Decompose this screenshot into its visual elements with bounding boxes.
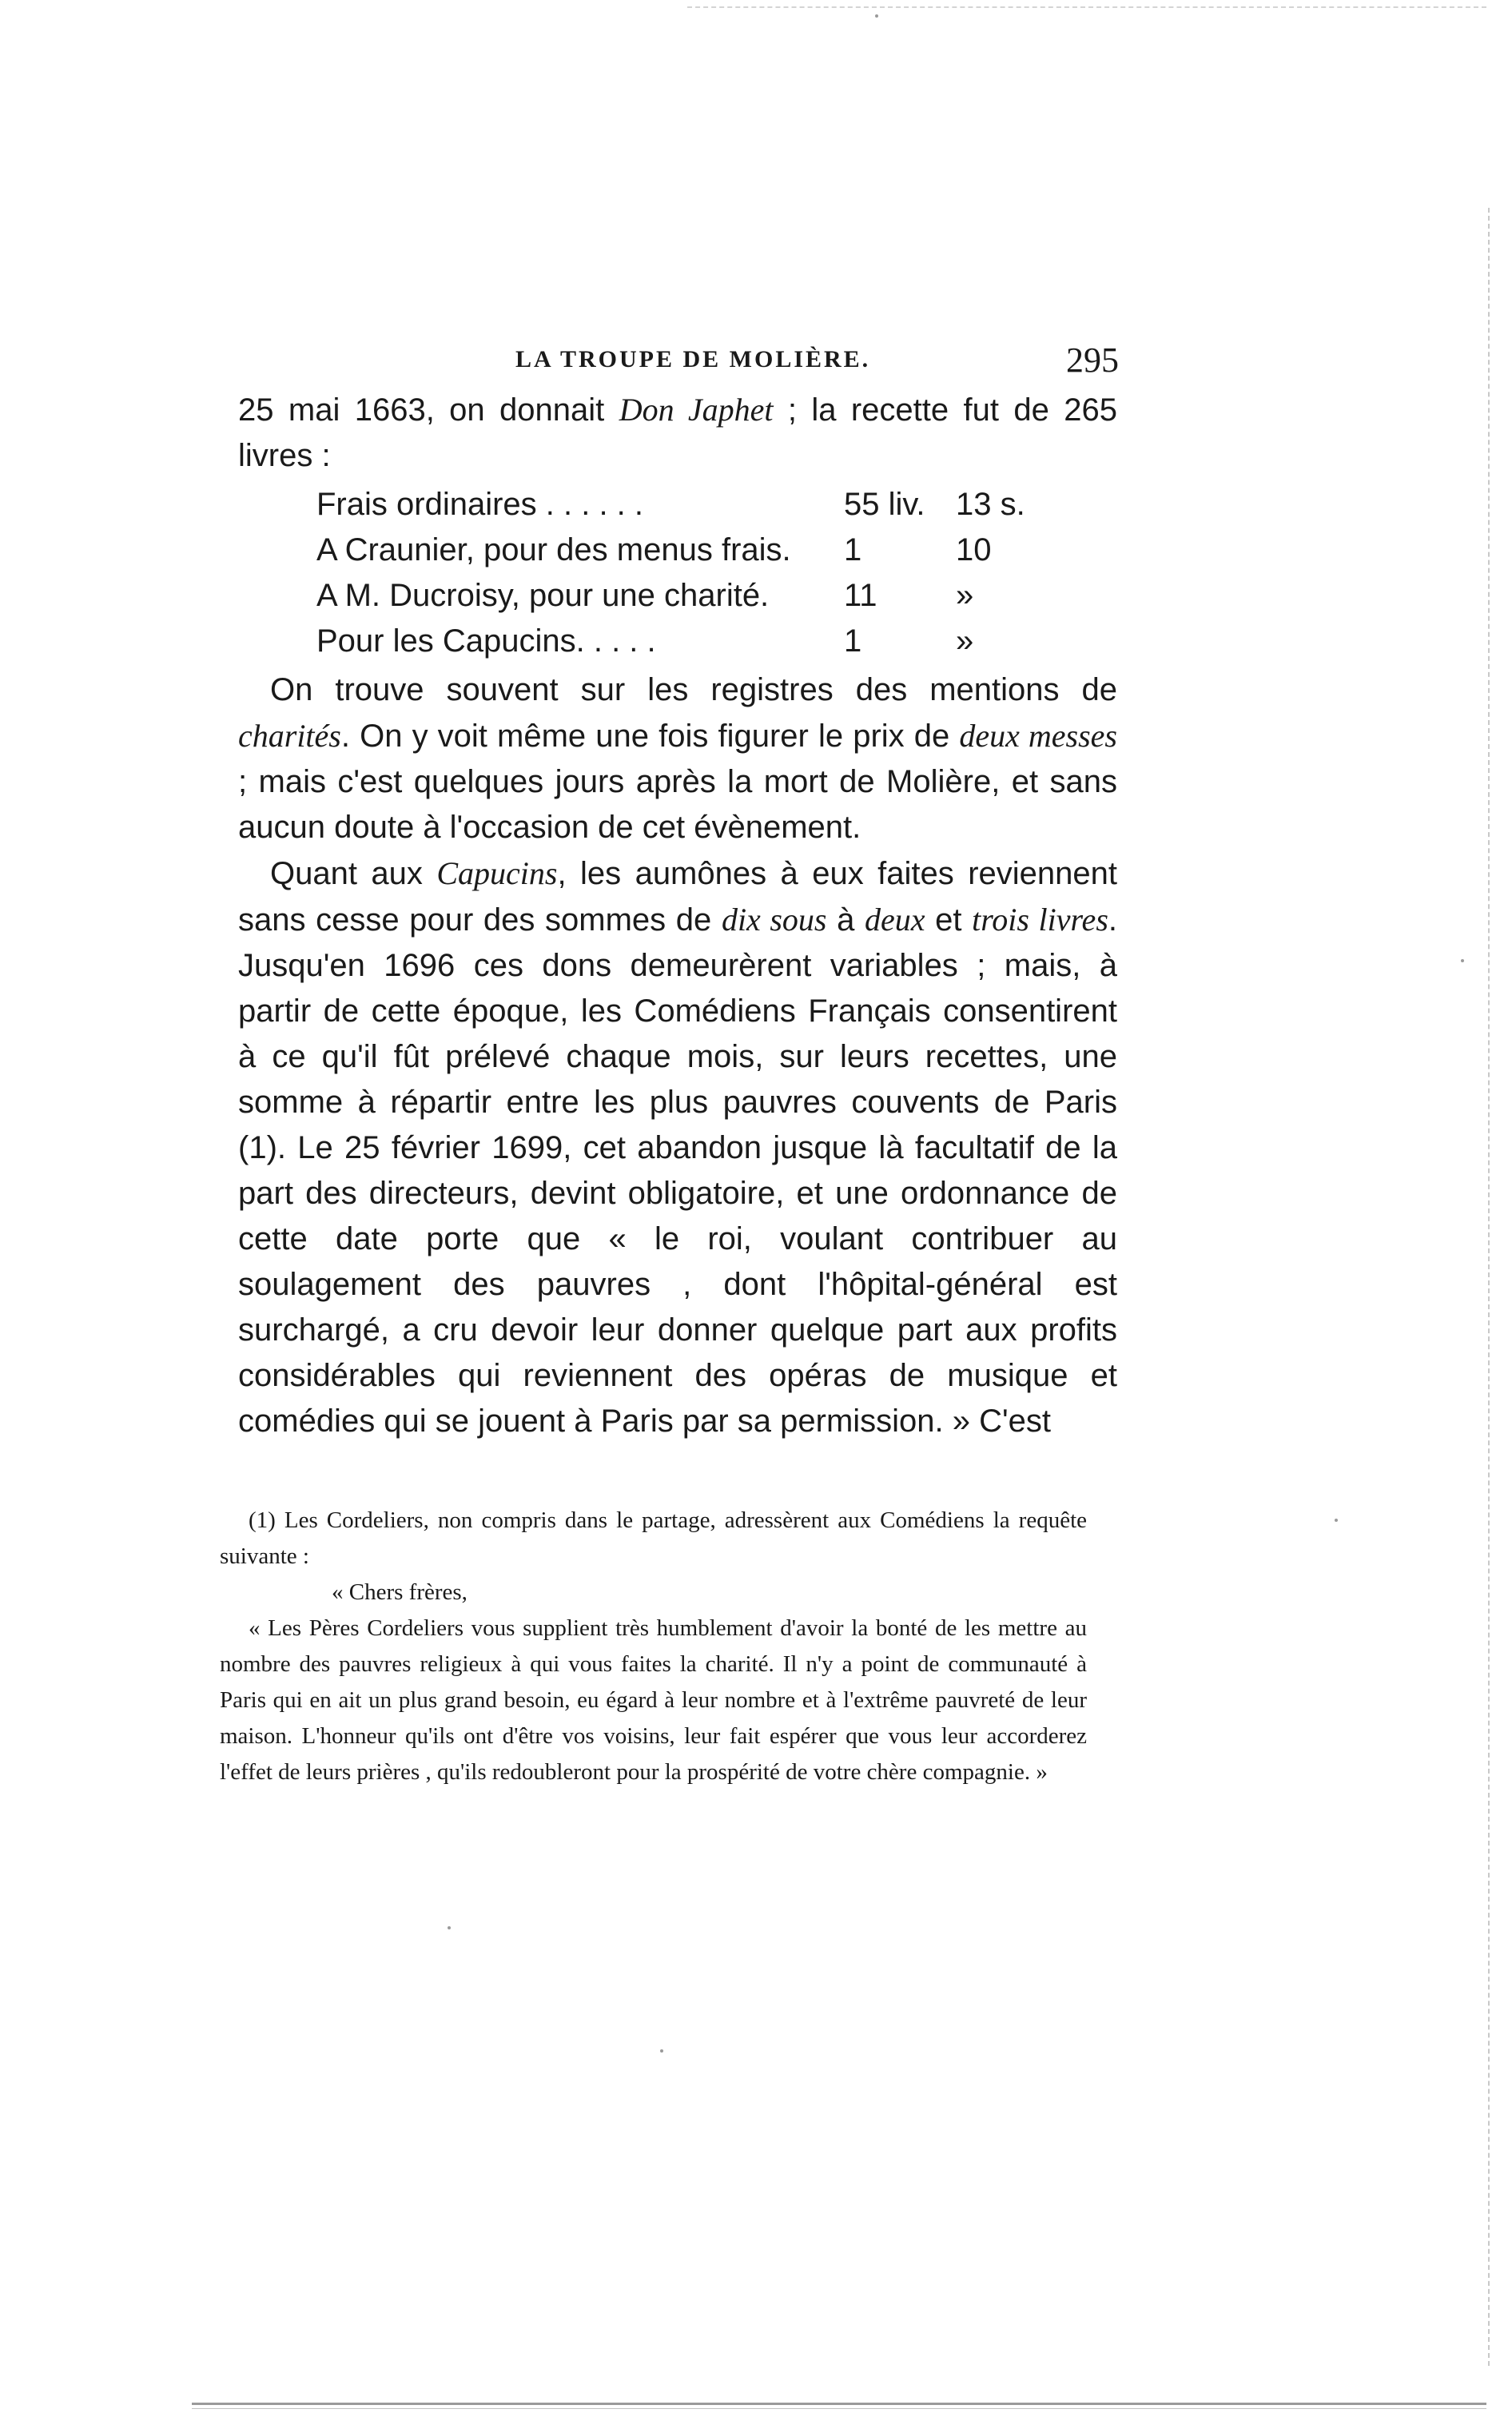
running-title: LA TROUPE DE MOLIÈRE. — [515, 346, 871, 372]
account-livres: 11 — [844, 578, 877, 613]
account-row — [316, 619, 1040, 664]
account-row — [316, 482, 1040, 528]
footnote-letter: « Les Pères Cordeliers vous supplient très humblement d'avoir la bonté de les mettre au nombre des pauvres religieux à qui vous faites la charité. Il n'y a point de communauté à Paris qui en ait un plus grand besoin, eu égard à leur nombre et à l'extrême pauvreté de leur maison. L'honneur qu'ils ont d'être vos voisins, leur fait espérer que vous leur accorderez l'effet de leurs prières , qu'ils redoubleront pour la prospérité de votre chère compagnie. » — [220, 1615, 1087, 1785]
footnote-intro: (1) Les Cordeliers, non compris dans le partage, adressèrent aux Comédiens la requête suivante : — [220, 1507, 1087, 1569]
play-title: Don Japhet — [619, 392, 774, 428]
footnote-salutation: « Chers frères, — [332, 1579, 468, 1605]
scan-speck — [1461, 959, 1464, 962]
page-number: 295 — [1066, 340, 1119, 380]
expense-account — [316, 482, 1040, 664]
running-head — [240, 340, 1119, 388]
scan-speck — [660, 2049, 663, 2053]
scan-edge-right — [1488, 208, 1490, 2366]
footnote — [220, 1503, 1087, 1790]
scan-speck — [875, 14, 878, 18]
account-label: Frais ordinaires . . . . . . — [316, 487, 644, 522]
main-text — [238, 387, 1117, 1444]
account-label: A Craunier, pour des menus frais. — [316, 532, 791, 567]
account-row — [316, 573, 1040, 619]
account-livres: 1 — [844, 532, 862, 567]
scan-edge-bottom-thin — [192, 2408, 1486, 2409]
account-livres: 55 liv. — [844, 487, 925, 522]
account-sous: 13 s. — [956, 487, 1025, 522]
account-row — [316, 528, 1040, 573]
paragraph-charites: On trouve souvent sur les registres des mentions de charités. On y voit même une fois figurer le prix de deux messes ; mais c'est quelques jours après la mort de Molière, et sans aucun doute à l'occasion de cet évènement. — [238, 672, 1117, 845]
account-sous: » — [956, 623, 974, 659]
paragraph-capucins: Quant aux Capucins, les aumônes à eux faites reviennent sans cesse pour des sommes de dix sous à deux et trois livres. Jusqu'en 1696 ces dons demeurèrent variables ; mais, à partir de cette époque, les Comédiens Français consentirent à ce qu'il fût prélevé chaque mois, sur leurs recettes, une somme à répartir entre les plus pauvres couvents de Paris (1). Le 25 février 1699, cet abandon jusque là facultatif de la part des directeurs, devint obligatoire, et une ordonnance de cette date porte que « le roi, voulant contribuer au soulagement des pauvres , dont l'hôpital-général est surchargé, a cru devoir leur donner quelque part aux profits considérables qui reviennent des opéras de musique et comédies qui se jouent à Paris par sa permission. » C'est — [238, 855, 1118, 1439]
account-label: Pour les Capucins. . . . . — [316, 623, 656, 659]
account-sous: 10 — [956, 532, 992, 567]
account-sous: » — [956, 578, 974, 613]
scan-speck — [1335, 1519, 1338, 1522]
paragraph-opening: 25 mai 1663, on donnait Don Japhet ; la recette fut de 265 livres : — [238, 392, 1117, 473]
account-label: A M. Ducroisy, pour une charité. — [316, 578, 770, 613]
account-livres: 1 — [844, 623, 862, 659]
scan-edge-bottom — [192, 2403, 1486, 2405]
scan-speck — [448, 1926, 451, 1929]
scan-edge-top — [687, 6, 1486, 8]
